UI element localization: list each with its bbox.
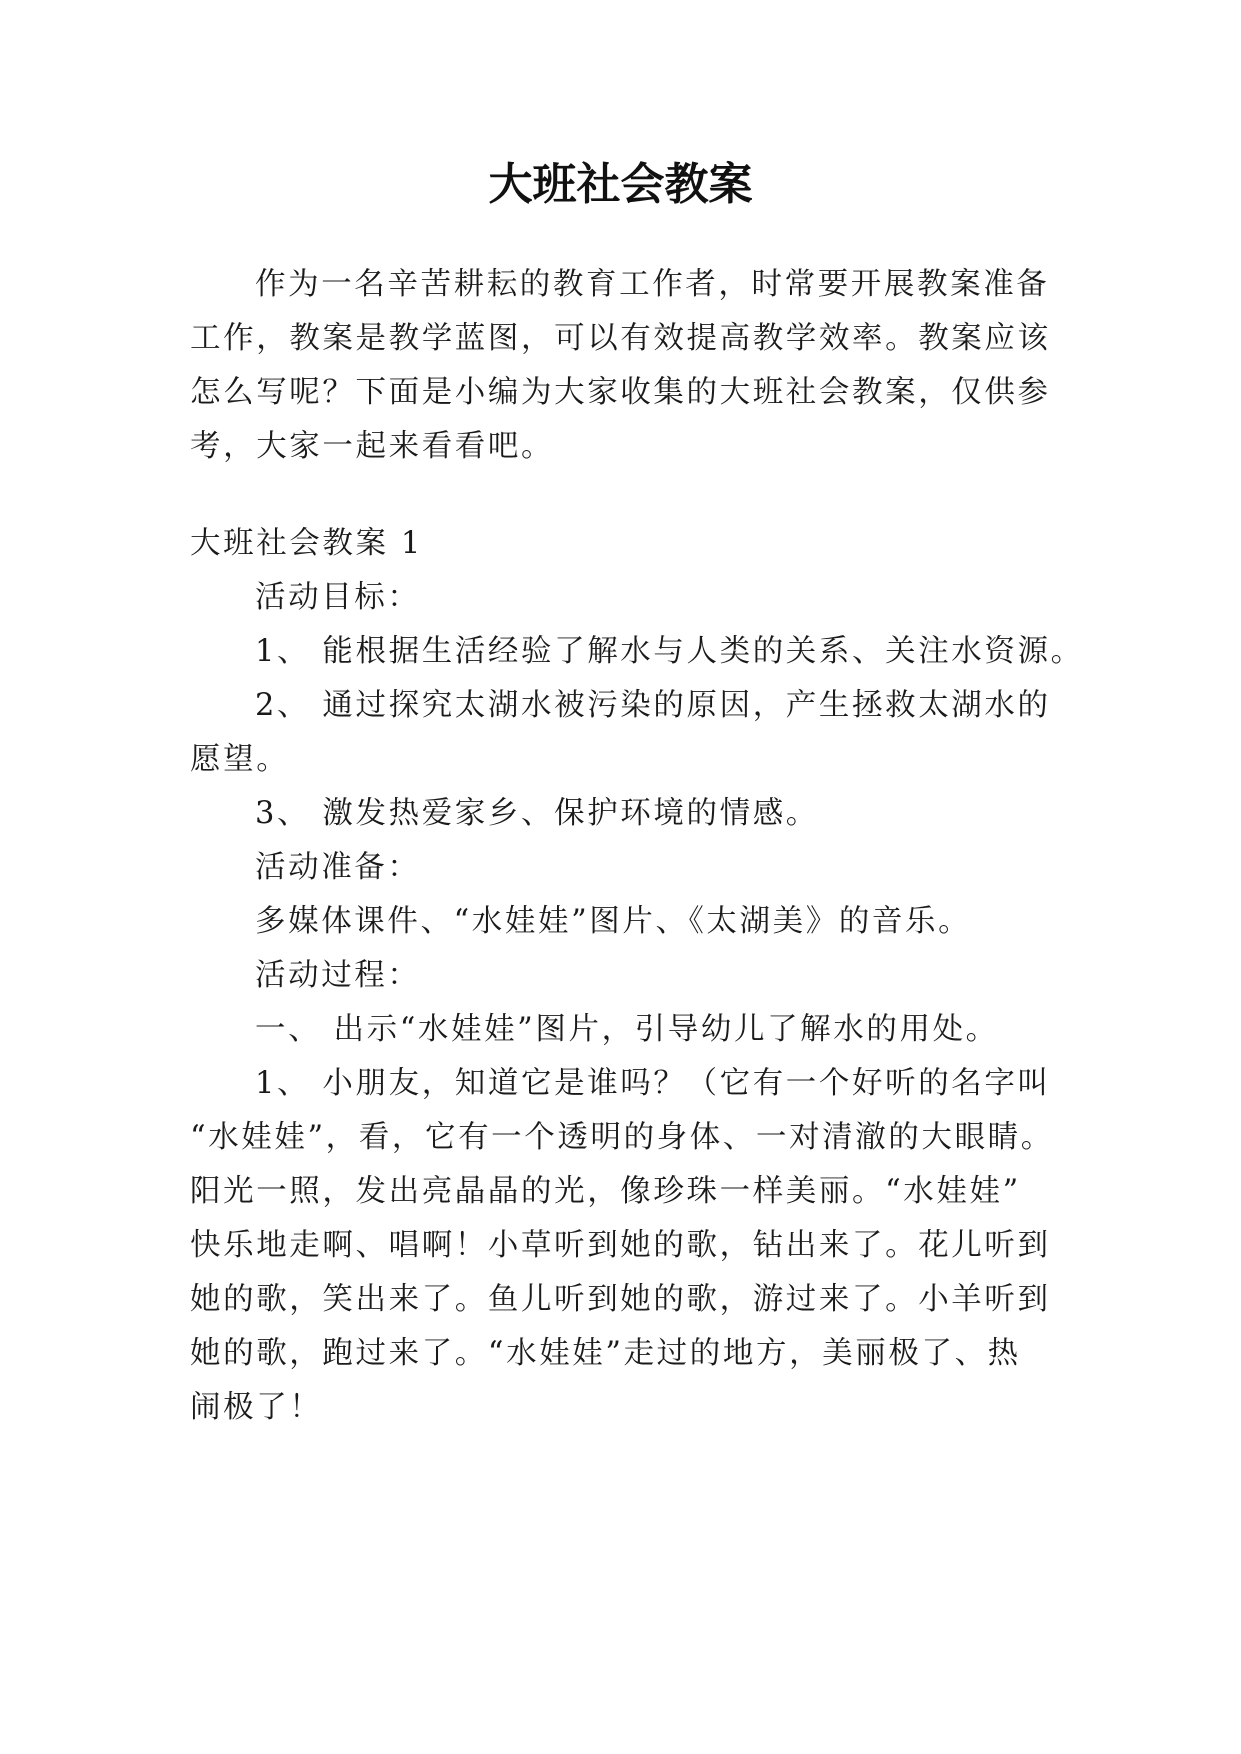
intro-line: 作为一名辛苦耕耘的教育工作者，时常要开展教案准备 <box>255 267 1050 302</box>
process-line: 闹极了！ <box>190 1390 323 1425</box>
process-item: 一、 出示“水娃娃”图片，引导幼儿了解水的用处。 <box>255 1012 999 1047</box>
document-title: 大班社会教案 <box>488 159 753 210</box>
intro-line: 考，大家一起来看看吧。 <box>190 429 555 464</box>
intro-line: 怎么写呢？下面是小编为大家收集的大班社会教案，仅供参 <box>190 375 1051 410</box>
process-line: 她的歌，跑过来了。“水娃娃”走过的地方，美丽极了、热 <box>190 1336 1021 1371</box>
prep-text: 多媒体课件、“水娃娃”图片、《太湖美》的音乐。 <box>255 904 972 939</box>
goal-item: 2、 通过探究太湖水被污染的原因，产生拯救太湖水的 <box>255 688 1051 723</box>
goal-item-continued: 愿望。 <box>190 742 290 777</box>
process-line: “水娃娃”，看，它有一个透明的身体、一对清澈的大眼睛。 <box>190 1120 1054 1155</box>
prep-heading: 活动准备： <box>255 850 421 885</box>
goals-heading: 活动目标： <box>255 580 421 615</box>
process-line: 阳光一照，发出亮晶晶的光，像珍珠一样美丽。“水娃娃” <box>190 1174 1021 1209</box>
goal-item: 3、 激发热爱家乡、保护环境的情感。 <box>255 796 819 831</box>
section-heading: 大班社会教案 1 <box>190 526 423 561</box>
goal-item: 1、 能根据生活经验了解水与人类的关系、关注水资源。 <box>255 634 1084 669</box>
process-item: 1、 小朋友，知道它是谁吗？（它有一个好听的名字叫 <box>255 1066 1051 1101</box>
process-line: 她的歌，笑出来了。鱼儿听到她的歌，游过来了。小羊听到 <box>190 1282 1051 1317</box>
process-heading: 活动过程： <box>255 958 421 993</box>
intro-line: 工作，教案是教学蓝图，可以有效提高教学效率。教案应该 <box>190 321 1051 356</box>
process-line: 快乐地走啊、唱啊！小草听到她的歌，钻出来了。花儿听到 <box>190 1228 1051 1263</box>
